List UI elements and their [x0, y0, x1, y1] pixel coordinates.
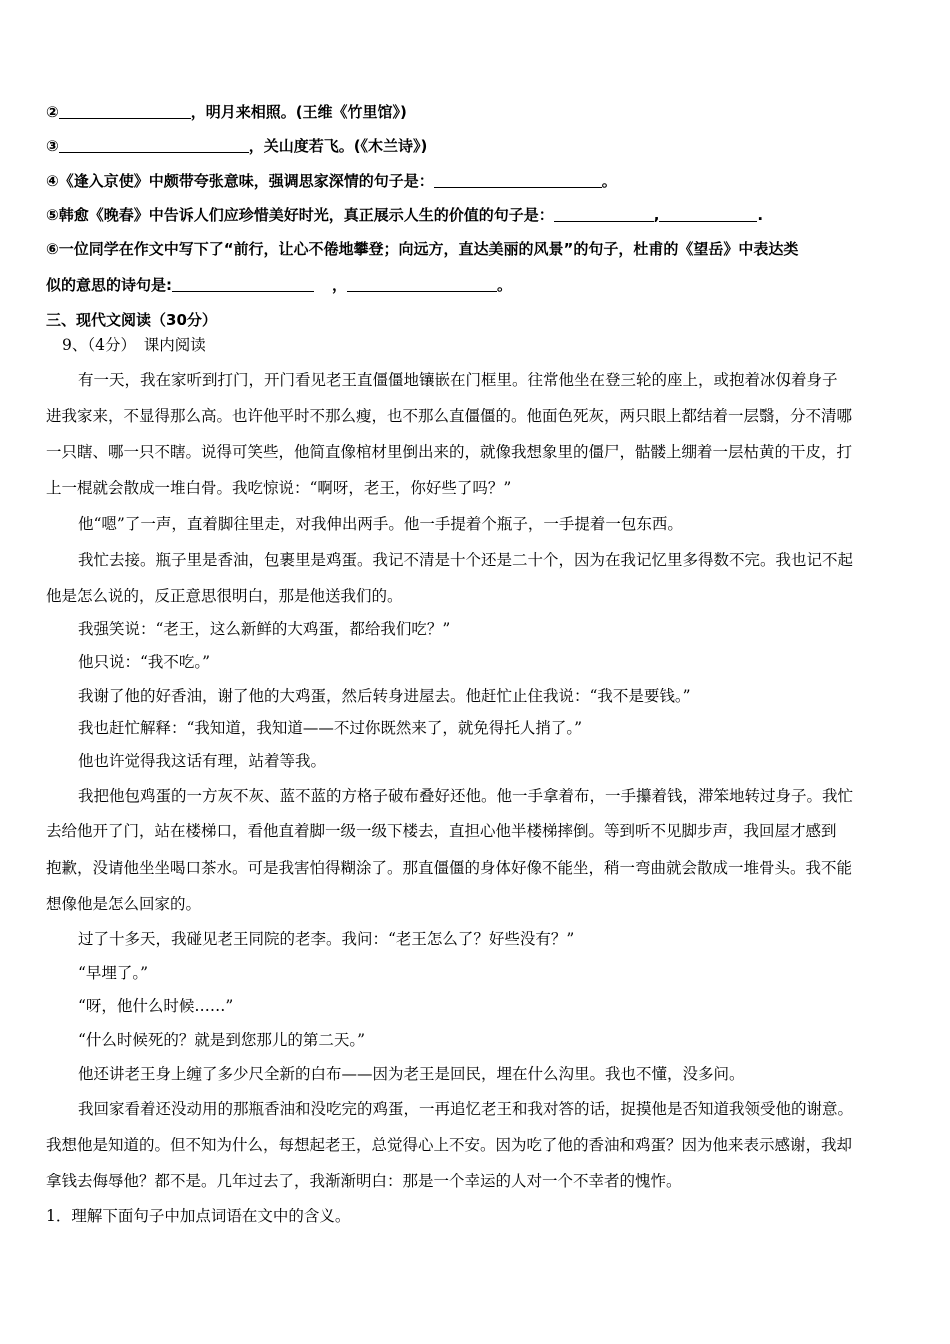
passage-line: 上一棍就会散成一堆白骨。我吃惊说：“啊呀，老王，你好些了吗？”: [46, 479, 512, 497]
passage-line: “什么时候死的？就是到您那儿的第二天。”: [78, 1031, 366, 1049]
item-text: 似的意思的诗句是:: [46, 276, 172, 294]
passage-line: 我忙去接。瓶子里是香油，包裹里是鸡蛋。我记不清是十个还是二十个，因为在我记忆里多得数不完。我也记不起: [78, 551, 854, 569]
passage-line: 他只说：“我不吃。”: [78, 653, 211, 671]
answer-blank[interactable]: [554, 205, 654, 222]
question-number: 9、（4分） 课内阅读: [62, 336, 206, 354]
answer-blank[interactable]: [434, 171, 602, 188]
item-text: 。: [497, 276, 513, 294]
fill-item-5: [46, 204, 920, 226]
passage-line: 进我家来，不显得那么高。也许他平时不那么瘦，也不那么直僵僵的。他面色死灰，两只眼上都结着一层翳，分不清哪: [46, 407, 853, 425]
passage-line: 他也许觉得我这话有理，站着等我。: [78, 752, 327, 770]
passage-line: 有一天，我在家听到打门，开门看见老王直僵僵地镶嵌在门框里。往常他坐在登三轮的座上，或抱着冰仭着身子: [78, 371, 838, 389]
fill-item-6: [46, 238, 920, 260]
passage-line: 想像他是怎么回家的。: [46, 895, 202, 913]
item-marker: ③: [46, 137, 59, 155]
passage-line: “呀，他什么时候……”: [78, 997, 234, 1015]
sub-question: 1．理解下面句子中加点词语在文中的含义。: [46, 1207, 351, 1225]
answer-blank[interactable]: [59, 102, 191, 119]
answer-blank[interactable]: [659, 205, 757, 222]
passage-line: 他“嗯”了一声，直着脚往里走，对我伸出两手。他一手提着个瓶子，一手提着一包东西。: [78, 515, 683, 533]
passage-line: 我回家看着还没动用的那瓶香油和没吃完的鸡蛋，一再追忆老王和我对答的话，捉摸他是否知道我领受他的谢意。: [78, 1100, 854, 1118]
passage-line: 我把他包鸡蛋的一方灰不灰、蓝不蓝的方格子破布叠好还他。他一手拿着布，一手攥着钱，滞笨地转过身子。我忙: [78, 787, 854, 805]
item-text: .: [757, 206, 764, 224]
passage-line: 去给他开了门，站在楼梯口，看他直着脚一级一级下楼去，直担心他半楼梯摔倒。等到听不见脚步声，我回屋才感到: [46, 822, 837, 840]
passage-line: 一只瞎、哪一只不瞎。说得可笑些，他简直像棺材里倒出来的，就像我想象里的僵尸，骷髅上绷着一层枯黄的干皮，打: [46, 443, 853, 461]
fill-item-4: [46, 170, 920, 192]
answer-blank[interactable]: [172, 275, 314, 292]
item-text: ，明月来相照。(王维《竹里馆》): [190, 103, 407, 121]
passage-line: “早埋了。”: [78, 964, 149, 982]
passage-line: 他还讲老王身上缠了多少尺全新的白布——因为老王是回民，埋在什么沟里。我也不懂，没多问。: [78, 1065, 745, 1083]
passage-line: 抱歉，没请他坐坐喝口茶水。可是我害怕得糊涂了。那直僵僵的身体好像不能坐，稍一弯曲就会散成一堆骨头。我不能: [46, 859, 853, 877]
section-title: 三、现代文阅读（30分）: [46, 311, 217, 329]
passage-line: 他是怎么说的，反正意思很明白，那是他送我们的。: [46, 587, 403, 605]
answer-blank[interactable]: [347, 275, 497, 292]
answer-blank[interactable]: [59, 136, 249, 153]
passage-line: 拿钱去侮辱他？都不是。几年过去了，我渐渐明白：那是一个幸运的人对一个不幸者的愧怍。: [46, 1172, 682, 1190]
item-text: ⑥一位同学在作文中写下了“前行，让心不倦地攀登；向远方，直达美丽的风景”的句子，杜甫的《望岳》中表达类: [46, 240, 799, 258]
passage-line: 我强笑说：“老王，这么新鲜的大鸡蛋，都给我们吃？”: [78, 620, 451, 638]
passage-line: 我想他是知道的。但不知为什么，每想起老王，总觉得心上不安。因为吃了他的香油和鸡蛋？因为他来表示感谢，我却: [46, 1136, 853, 1154]
item-text: ，关山度若飞。(《木兰诗》): [248, 137, 428, 155]
item-text: ，: [332, 276, 348, 294]
fill-item-6-cont: [46, 274, 920, 296]
fill-item-2: [46, 101, 920, 123]
passage-line: 过了十多天，我碰见老王同院的老李。我问：“老王怎么了？好些没有？”: [78, 930, 575, 948]
item-marker: ②: [46, 103, 59, 121]
passage-line: 我谢了他的好香油，谢了他的大鸡蛋，然后转身进屋去。他赶忙止住我说：“我不是要钱。”: [78, 687, 691, 705]
item-text: ,: [653, 206, 660, 224]
item-text: ⑤韩愈《晚春》中告诉人们应珍惜美好时光，真正展示人生的价值的句子是：: [46, 206, 554, 224]
item-text: ④《逢入京使》中颇带夸张意味，强调思家深情的句子是：: [46, 172, 434, 190]
item-text: 。: [601, 172, 617, 190]
passage-line: 我也赶忙解释：“我知道，我知道——不过你既然来了，就免得托人捎了。”: [78, 719, 583, 737]
fill-item-3: [46, 135, 920, 157]
